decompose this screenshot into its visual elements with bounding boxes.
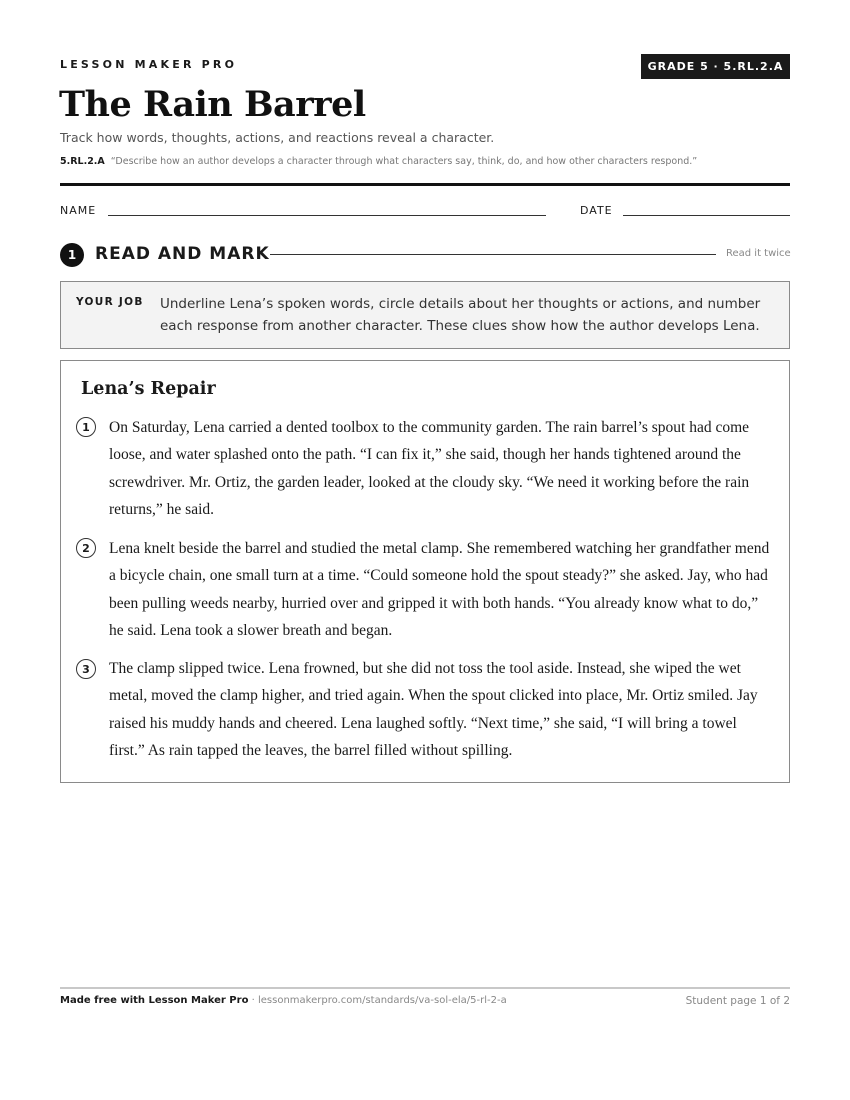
paragraph-number-2: 2 [76, 538, 96, 558]
standard-line [60, 156, 697, 167]
your-job-box [60, 281, 790, 349]
your-job-text: Underline Lena’s spoken words, circle details about her thoughts or actions, and number each response from another character. These clues show how the author develops Lena. [160, 296, 761, 334]
section-note: Read it twice [726, 248, 791, 259]
footer-separator: · [248, 995, 258, 1006]
grade-badge: GRADE 5 · 5.RL.2.A [641, 54, 790, 79]
section-divider [270, 254, 716, 255]
standard-code: 5.RL.2.A [60, 156, 105, 167]
passage-paragraph-1: On Saturday, Lena carried a dented toolbox to the community garden. The rain barrel’s spout had come loose, and water splashed onto the path. “I can fix it,” she said, though her hands tightened around the screwdriver. Mr. Ortiz, the garden leader, looked at the cloudy sky. “We need it working before the rain returns,” he said. [109, 419, 750, 518]
paragraph-number-3: 3 [76, 659, 96, 679]
passage-paragraph-2: Lena knelt beside the barrel and studied the metal clamp. She remembered watching her grandfather mend a bicycle chain, one small turn at a time. “Could someone hold the spout steady?” she asked. Jay, who had been pulling weeds nearby, hurried over and gripped it with both hands. “You already know what to do,” he said. Lena took a slower breath and began. [109, 540, 770, 639]
header-divider [60, 183, 790, 186]
date-label: DATE [580, 204, 613, 217]
section-number-badge: 1 [60, 243, 84, 267]
passage-box [60, 360, 790, 783]
footer-brand: Made free with Lesson Maker Pro [60, 995, 249, 1006]
worksheet-title: The Rain Barrel [59, 84, 366, 125]
brand-name: LESSON MAKER PRO [60, 58, 238, 71]
paragraph-number-1: 1 [76, 417, 96, 437]
your-job-label: YOUR JOB [76, 296, 144, 308]
section-title: READ AND MARK [95, 244, 270, 264]
standard-text: “Describe how an author develops a character through what characters say, think, do, and how other characters respond.” [110, 156, 698, 167]
passage-paragraph-3: The clamp slipped twice. Lena frowned, but she did not toss the tool aside. Instead, she wiped the wet metal, moved the clamp higher, and tried again. When the spout clicked into place, Mr. Ortiz smiled. Jay raised his muddy hands and cheered. Lena laughed softly. “Next time,” she said, “I will bring a towel first.” As rain tapped the leaves, the barrel filled without spilling. [109, 660, 758, 759]
name-label: NAME [60, 204, 97, 217]
footer-divider [60, 987, 790, 989]
footer-url-link[interactable]: lessonmakerpro.com/standards/va-sol-ela/5-rl-2-a [257, 995, 507, 1006]
name-field-line[interactable] [108, 215, 546, 216]
footer-page-number: Student page 1 of 2 [685, 995, 790, 1007]
passage-title: Lena’s Repair [81, 379, 216, 399]
date-field-line[interactable] [623, 215, 790, 216]
footer-attribution [60, 995, 507, 1006]
worksheet-subtitle: Track how words, thoughts, actions, and reactions reveal a character. [60, 130, 495, 145]
